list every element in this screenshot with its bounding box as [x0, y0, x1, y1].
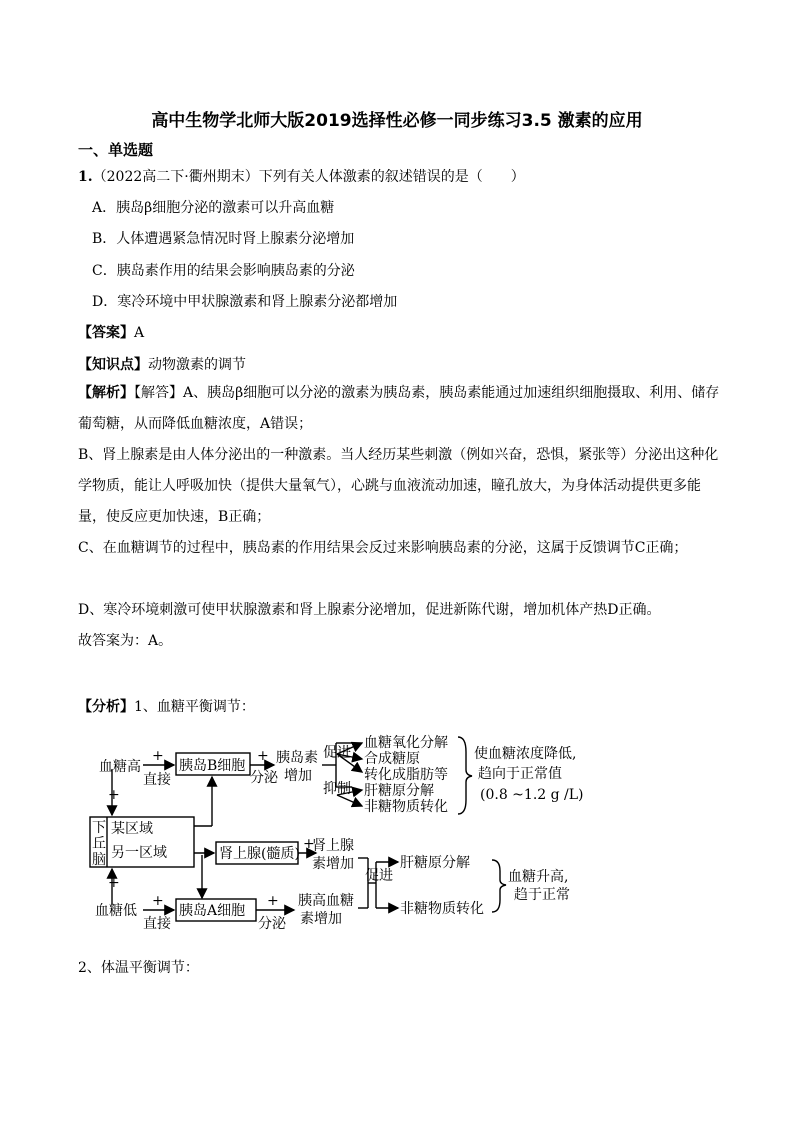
diagram-hypo-3: 脑	[92, 852, 106, 868]
analysis-paragraph-1: 【解析】【解答】A、胰岛β细胞可以分泌的激素为胰岛素，胰岛素能通过加速组织细胞摄取、利用、储存葡萄糖，从而降低血糖浓度，A错误；	[78, 385, 720, 432]
option-c: C．胰岛素作用的结果会影响胰岛素的分泌	[92, 263, 355, 279]
diagram-i2: 非糖物质转化	[364, 799, 448, 815]
diagram-hypo-2: 丘	[92, 836, 106, 852]
document-title: 高中生物学北师大版2019选择性必修一同步练习3.5 激素的应用	[151, 111, 643, 131]
diagram-g1: 肝糖原分解	[400, 855, 470, 871]
diagram-region-2: 另一区域	[111, 845, 167, 861]
diagram-glucagon-1: 胰高血糖	[298, 893, 354, 909]
section-heading: 一、单选题	[78, 141, 154, 159]
knowledge-value: 动物激素的调节	[148, 357, 246, 373]
diagram-insulin: 胰岛素	[276, 750, 318, 766]
diagram-promote: 促进	[323, 745, 351, 761]
question-text: （2022高二下·衢州期末）下列有关人体激素的叙述错误的是（ ）	[92, 169, 525, 185]
temperature-heading: 2、体温平衡调节：	[78, 960, 199, 976]
analysis-paragraph-5: 故答案为：A。	[78, 633, 173, 649]
knowledge-label: 【知识点】	[78, 357, 148, 373]
diagram-secrete: 分泌	[258, 916, 286, 932]
diagram-adrenaline-2: 素增加	[312, 856, 354, 872]
diagram-i1: 肝糖原分解	[364, 783, 434, 799]
diagram-result-down-1: 使血糖浓度降低,	[474, 746, 577, 762]
diagram-region-1: 某区域	[111, 821, 153, 837]
diagram-plus: +	[108, 787, 120, 803]
fenxi-label: 【分析】	[78, 699, 134, 715]
diagram-alpha-cell: 胰岛A细胞	[179, 903, 246, 919]
diagram-hypo-1: 下	[92, 820, 106, 836]
analysis-label: 【解析】	[78, 385, 134, 401]
option-b: B．人体遭遇紧急情况时肾上腺素分泌增加	[92, 231, 355, 247]
diagram-result-up-2: 趋于正常	[514, 887, 570, 903]
diagram-beta-cell: 胰岛B细胞	[179, 758, 246, 774]
diagram-glucagon-2: 素增加	[300, 911, 342, 927]
fenxi-text: 1、血糖平衡调节：	[134, 699, 255, 715]
diagram-p3: 转化成脂肪等	[364, 767, 448, 783]
diagram-p1: 血糖氧化分解	[364, 735, 448, 751]
analysis-paragraph-2: B、肾上腺素是由人体分泌出的一种激素。当人经历某些刺激（例如兴奋，恐惧，紧张等）分泌出这种化学物质，能让人呼吸加快（提供大量氧气），心跳与血液流动加速，瞳孔放大，为身体活动提供更多能量，使反应更加快速，B正确；	[78, 447, 719, 525]
diagram-plus: +	[303, 836, 315, 852]
diagram-plus: +	[257, 748, 269, 764]
answer-value: A	[134, 325, 145, 341]
diagram-direct: 直接	[143, 772, 171, 788]
diagram-result-down-2: 趋向于正常值	[478, 766, 562, 782]
answer-label: 【答案】	[78, 325, 134, 341]
diagram-result-up-1: 血糖升高,	[508, 869, 569, 885]
diagram-secrete: 分泌	[250, 770, 278, 786]
diagram-inhibit: 抑制	[323, 781, 351, 797]
diagram-adrenal: 肾上腺(髓质)	[219, 846, 300, 862]
question-number: 1.	[78, 169, 93, 185]
diagram-g2: 非糖物质转化	[400, 901, 484, 917]
diagram-plus: +	[152, 893, 164, 909]
option-d: D．寒冷环境中甲状腺激素和肾上腺素分泌都增加	[92, 294, 398, 310]
diagram-promote: 促进	[365, 868, 393, 884]
analysis-paragraph-4: D、寒冷环境刺激可使甲状腺激素和肾上腺素分泌增加，促进新陈代谢，增加机体产热D正确。	[78, 602, 661, 618]
diagram-p2: 合成糖原	[364, 751, 420, 767]
diagram-plus: +	[152, 748, 164, 764]
diagram-direct: 直接	[143, 916, 171, 932]
option-a: A．胰岛β细胞分泌的激素可以升高血糖	[92, 200, 335, 216]
diagram-result-down-3: (0.8 ~1.2 g /L)	[480, 787, 584, 803]
diagram-adrenaline-1: 肾上腺	[312, 838, 354, 854]
analysis-paragraph-3: C、在血糖调节的过程中，胰岛素的作用结果会反过来影响胰岛素的分泌，这属于反馈调节C正确；	[78, 540, 688, 556]
diagram-plus: +	[108, 875, 120, 891]
diagram-plus: +	[267, 893, 279, 909]
diagram-low-sugar: 血糖低	[95, 903, 137, 919]
diagram-high-sugar: 血糖高	[99, 759, 141, 775]
diagram-increase: 增加	[284, 768, 312, 784]
